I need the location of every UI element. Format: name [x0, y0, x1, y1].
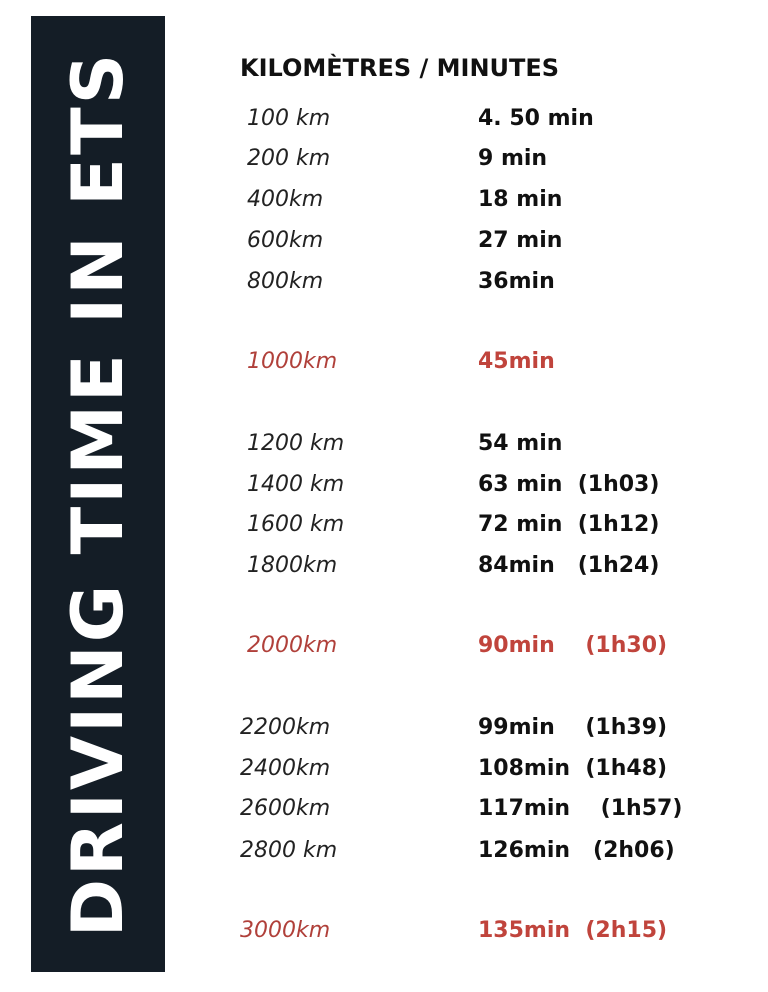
minutes-value: 84min (1h24): [478, 553, 660, 578]
table-row: [0, 838, 768, 868]
banner-title: DRIVING TIME IN ETS: [57, 50, 139, 938]
km-value: 400km: [247, 187, 324, 212]
km-value: 1200 km: [247, 431, 345, 456]
minutes-value: 45min: [478, 349, 555, 374]
table-row: [0, 553, 768, 583]
minutes-value: 4. 50 min: [478, 106, 594, 131]
km-value: 3000km: [240, 918, 331, 943]
minutes-value: 72 min (1h12): [478, 512, 660, 537]
minutes-value: 117min (1h57): [478, 796, 683, 821]
km-value: 200 km: [247, 146, 331, 171]
minutes-value: 18 min: [478, 187, 563, 212]
minutes-value: 126min (2h06): [478, 838, 675, 863]
table-row: [0, 796, 768, 826]
table-row: [0, 431, 768, 461]
minutes-value: 54 min: [478, 431, 563, 456]
km-value: 2600km: [240, 796, 331, 821]
km-value: 2400km: [240, 756, 331, 781]
km-value: 2800 km: [240, 838, 338, 863]
table-row-highlight: [0, 349, 768, 379]
table-row: [0, 146, 768, 176]
minutes-value: 36min: [478, 269, 555, 294]
minutes-value: 9 min: [478, 146, 548, 171]
km-value: 800km: [247, 269, 324, 294]
km-value: 1000km: [247, 349, 338, 374]
table-row-highlight: [0, 918, 768, 948]
minutes-value: 135min (2h15): [478, 918, 668, 943]
minutes-value: 27 min: [478, 228, 563, 253]
table-row: [0, 228, 768, 258]
column-heading: KILOMÈTRES / MINUTES: [240, 54, 560, 82]
minutes-value: 99min (1h39): [478, 715, 668, 740]
km-value: 2200km: [240, 715, 331, 740]
table-row: [0, 756, 768, 786]
table-row: [0, 187, 768, 217]
km-value: 600km: [247, 228, 324, 253]
km-value: 2000km: [247, 633, 338, 658]
minutes-value: 90min (1h30): [478, 633, 668, 658]
table-row: [0, 472, 768, 502]
km-value: 100 km: [247, 106, 331, 131]
km-value: 1400 km: [247, 472, 345, 497]
minutes-value: 63 min (1h03): [478, 472, 660, 497]
minutes-value: 108min (1h48): [478, 756, 668, 781]
km-value: 1800km: [247, 553, 338, 578]
table-row: [0, 106, 768, 136]
table-row: [0, 269, 768, 299]
table-row: [0, 715, 768, 745]
table-row: [0, 512, 768, 542]
km-value: 1600 km: [247, 512, 345, 537]
table-row-highlight: [0, 633, 768, 663]
